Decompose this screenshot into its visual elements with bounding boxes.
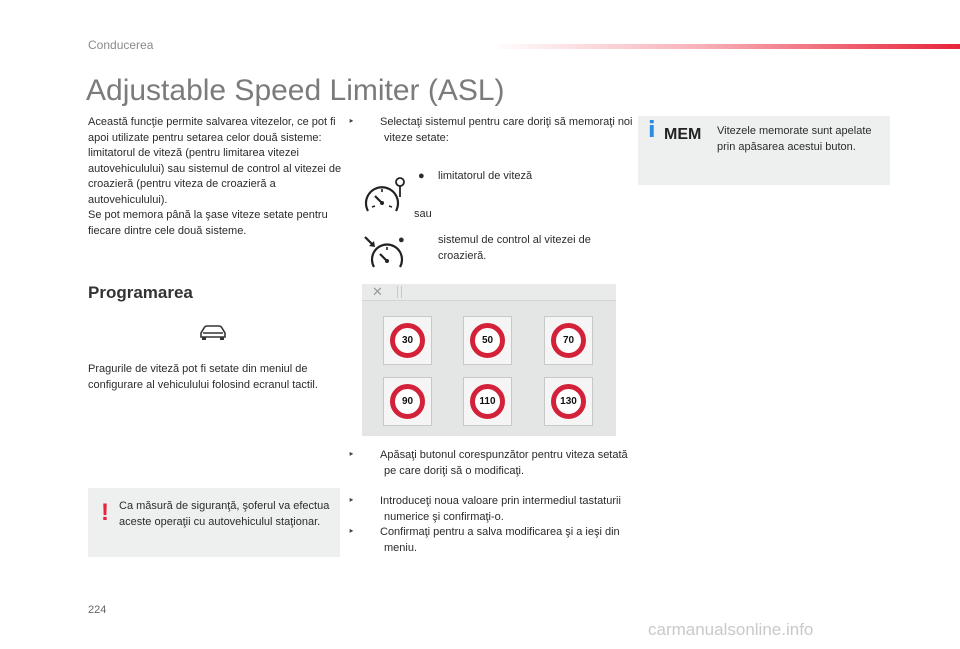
info-text: Vitezele memorate sunt apelate prin apăsarea acestui buton.	[717, 125, 872, 153]
speed-limiter-icon	[362, 173, 410, 217]
speed-preset-button[interactable]	[383, 316, 432, 365]
step-arrow-icon: ‣	[348, 495, 355, 507]
speed-sign: 90	[390, 384, 425, 419]
step-arrow-icon: ‣	[348, 116, 355, 128]
speed-sign: 70	[551, 323, 586, 358]
info-icon: i	[648, 118, 656, 143]
speed-sign: 50	[470, 323, 505, 358]
programming-heading: Programarea	[88, 283, 193, 302]
section-label: Conducerea	[88, 38, 154, 52]
warning-icon: !	[101, 499, 109, 526]
step-arrow-icon: ‣	[348, 449, 355, 461]
car-icon	[198, 322, 228, 344]
page-number: 224	[88, 604, 107, 616]
mem-badge: MEM	[664, 126, 702, 143]
speed-preset-button[interactable]	[544, 316, 593, 365]
step-confirm: ‣ Confirmaţi pentru a salva modificarea şi a ieşi din meniu.	[348, 526, 620, 554]
step-press-button: ‣ Apăsaţi butonul corespunzător pentru viteza setată pe care doriţi să o modificaţi.	[348, 449, 628, 477]
speed-preset-button[interactable]	[544, 377, 593, 426]
step-enter-value: ‣ Introduceţi noua valoare prin intermediul tastaturii numerice şi confirmaţi-o.	[348, 495, 621, 523]
intro-text	[88, 115, 346, 239]
header-accent-bar	[490, 44, 960, 49]
speed-sign: 110	[470, 384, 505, 419]
or-text: sau	[414, 208, 432, 220]
option-speed-limiter: ● limitatorul de viteză	[418, 169, 618, 185]
speed-sign: 30	[390, 323, 425, 358]
programming-text: Pragurile de viteză pot fi setate din meniul de configurare al vehiculului folosind ecranul tactil.	[88, 363, 318, 391]
step-select-system: ‣ Selectaţi sistemul pentru care doriţi să memoraţi noi viteze setate:	[348, 116, 633, 144]
bullet-icon: ●	[398, 234, 405, 246]
speed-sign: 130	[551, 384, 586, 419]
bullet-icon: ●	[418, 170, 425, 182]
close-icon[interactable]: ✕	[372, 284, 383, 299]
speed-preset-button[interactable]	[463, 377, 512, 426]
intro-paragraph-1: Această funcţie permite salvarea vitezelor, ce pot fi apoi utilizate pentru setarea celor două sisteme: limitatorul de viteză (pentru limitarea vitezei autovehiculului) sau sistemul de control al vitezei de croazieră (pentru viteza de croazieră a autovehiculului).	[88, 116, 342, 206]
watermark: carmanualsonline.info	[648, 620, 814, 639]
step-arrow-icon: ‣	[348, 526, 355, 538]
toolbar-separator	[397, 286, 402, 298]
speed-preset-button[interactable]	[383, 377, 432, 426]
page-title: Adjustable Speed Limiter (ASL)	[86, 74, 505, 107]
speed-preset-button[interactable]	[463, 316, 512, 365]
intro-paragraph-2: Se pot memora până la şase viteze setate pentru fiecare dintre cele două sisteme.	[88, 209, 328, 237]
option-cruise-control: ● sistemul de control al vitezei de croazieră.	[398, 234, 591, 262]
warning-text: Ca măsură de siguranţă, şoferul va efectua aceste operaţii cu autovehiculul staţionar.	[119, 500, 330, 528]
